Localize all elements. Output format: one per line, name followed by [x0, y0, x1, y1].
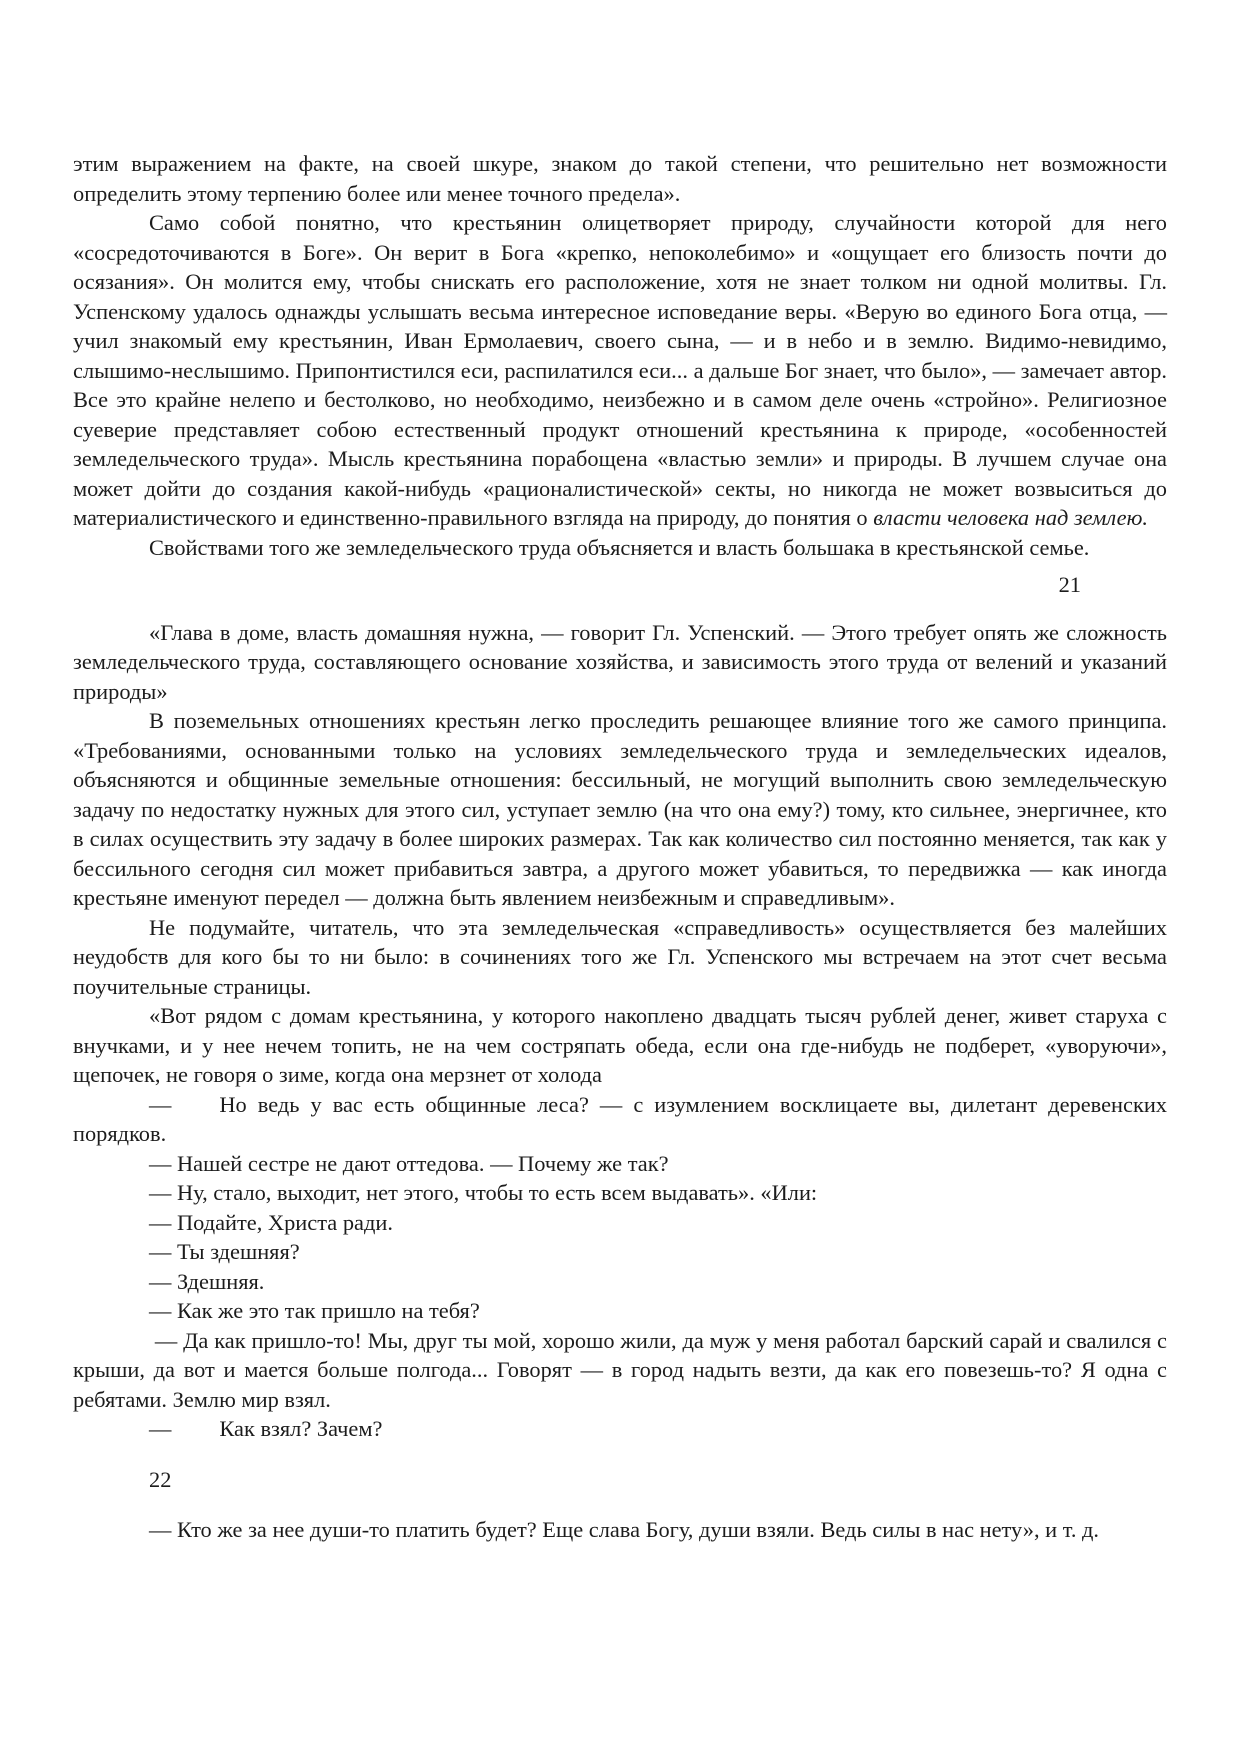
dialogue-line-9: [73, 1414, 1167, 1444]
dialogue-line-4: — Подайте, Христа ради.: [149, 1209, 393, 1235]
dialogue-line-3: — Ну, стало, выходит, нет этого, чтобы то есть всем выдавать». «Или:: [149, 1180, 818, 1205]
spacer: [73, 600, 1167, 618]
paragraph-2-italic: власти человека над землею.: [873, 505, 1148, 530]
paragraph-6: Не подумайте, читатель, что эта земледельческая «справедливость» осуществляется без малейших неудобств для кого бы то ни было: в сочинениях того же Гл. Успенского мы встречаем на этот счет весьма поучительные страницы.: [73, 914, 1167, 999]
spacer: [73, 1444, 1167, 1465]
page-number-21: 21: [1058, 572, 1081, 597]
dialogue-line-1: [73, 1090, 1167, 1149]
paragraph-5: В поземельных отношениях крестьян легко проследить решающее влияние того же самого принципа. «Требованиями, основанными только на условиях земледельческого труда и земледельческих идеалов, объясняются и общинные земельные отношения: бессильный, не могущий выполнить свою земледельческую задачу по недостатку нужных для этого сил, уступает землю (на что она ему?) тому, кто сильнее, энергичнее, кто в силах осуществить эту задачу в более широких размерах. Так как количество сил постоянно меняется, так как у бессильного сегодня сил может прибавиться завтра, а другого может убавиться, то передвижка — как иногда крестьяне именуют передел — должна быть явлением неизбежным и справедливым».: [73, 708, 1167, 910]
page-number-22: 22: [149, 1466, 172, 1492]
paragraph-3: Свойствами того же земледельческого труда объясняется и власть большака в крестьянской семье.: [149, 534, 1090, 560]
dialogue-text-2: Как взял? Зачем?: [219, 1416, 383, 1441]
dialogue-line-7: — Как же это так пришло на тебя?: [149, 1298, 480, 1323]
dialogue-line-6: — Здешняя.: [149, 1268, 265, 1294]
spacer: [73, 1494, 1167, 1515]
paragraph-2: [73, 208, 1167, 533]
dialogue-line-2: — Нашей сестре не дают оттедова. — Почему же так?: [149, 1150, 669, 1176]
dialogue-line-5: — Ты здешняя?: [149, 1239, 300, 1264]
dialogue-dash: —: [149, 1091, 172, 1117]
paragraph-7: «Вот рядом с домам крестьянина, у которого накоплено двадцать тысяч рублей денег, живет старуха с внучками, и у нее нечем топить, не на чем состряпать обеда, если она где-нибудь не подберет, «уворуючи», щепочек, не говоря о зиме, когда она мерзнет от холода: [73, 1003, 1167, 1087]
paragraph-2-text: Само собой понятно, что крестьянин олицетворяет природу, случайности которой для него «сосредоточиваются в Боге». Он верит в Бога «крепко, непоколебимо» и «ощущает его близость почти до осязания». Он молится ему, чтобы снискать его расположение, хотя не знает толком ни одной молитвы. Гл. Успенскому удалось однажды услышать весьма интересное исповедание веры. «Верую во единого Бога отца, — учил знакомый ему крестьянин, Иван Ермолаевич, своего сына, — и в небо и в землю. Видимо-невидимо, слышимо-неслышимо. Припонтистился еси, распилатился еси... а дальше Бог знает, что было», — замечает автор. Все это крайне нелепо и бестолково, но необходимо, неизбежно и в самом деле очень «стройно». Религиозное суеверие представляет собою естественный продукт отношений крестьянина к природе, «особенностей земледельческого труда». Мысль крестьянина порабощена «властью земли» и природы. В лучшем случае она может дойти до создания какой-нибудь «рационалистической» секты, но никогда не может возвыситься до материалистического и единственно-правильного взгляда на природу, до понятия о: [73, 210, 1167, 530]
dialogue-text: Но ведь у вас есть общинные леса? — с изумлением восклицаете вы, дилетант деревенских порядков.: [73, 1091, 1167, 1146]
dialogue-line-8: — Да как пришло-то! Мы, друг ты мой, хорошо жили, да муж у меня работал барский сарай и свалился с крыши, да вот и мается больше полгода... Говорят — в город надыть везти, да как его повезешь-то? Я одна с ребятами. Землю мир взял.: [73, 1327, 1173, 1412]
paragraph-4: «Глава в доме, власть домашняя нужна, — говорит Гл. Успенский. — Этого требует опять же сложность земледельческого труда, составляющего основание хозяйства, и зависимость этого труда от велений и указаний природы»: [73, 619, 1167, 704]
document-page: [73, 149, 1173, 1545]
final-paragraph: — Кто же за нее души-то платить будет? Еще слава Богу, души взяли. Ведь силы в нас нету», и т. д.: [149, 1517, 1100, 1542]
paragraph-1: этим выражением на факте, на своей шкуре, знаком до такой степени, что решительно нет возможности определить этому терпению более или менее точного предела».: [73, 151, 1167, 206]
dialogue-dash-2: —: [149, 1416, 172, 1441]
